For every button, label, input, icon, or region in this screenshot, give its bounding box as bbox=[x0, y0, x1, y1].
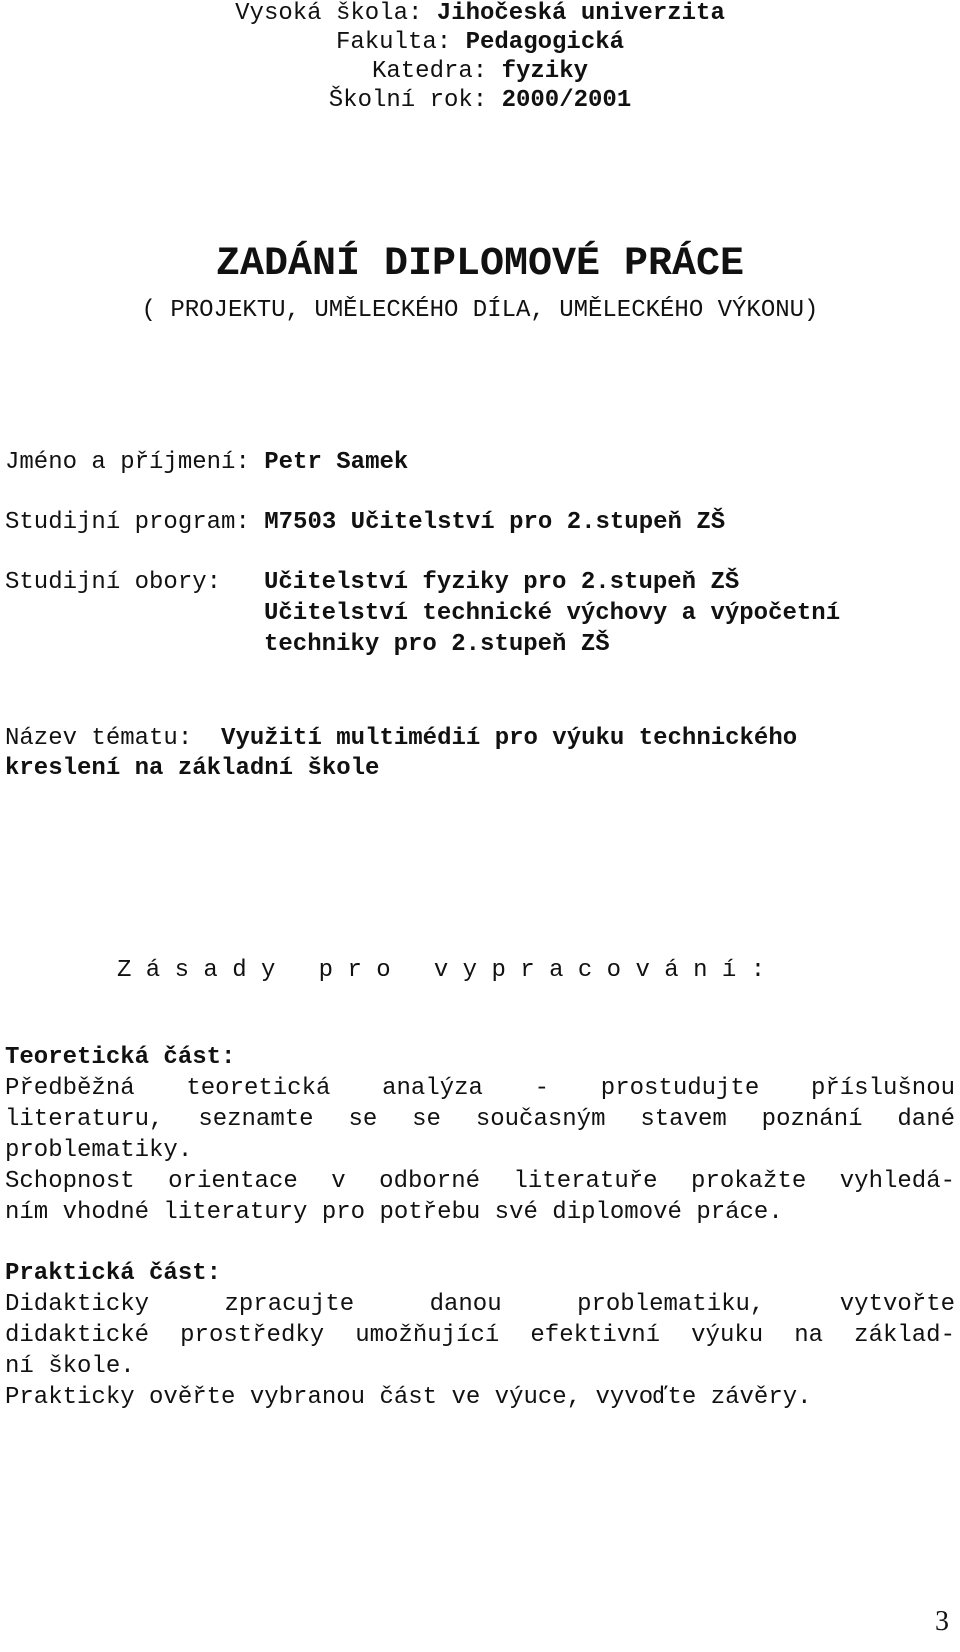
school-year-label: Školní rok: bbox=[328, 87, 502, 114]
page-number: 3 bbox=[935, 1606, 949, 1637]
fields-label: Studijní obory: bbox=[5, 569, 236, 596]
school-line bbox=[0, 0, 960, 27]
topic-line-1 bbox=[5, 725, 797, 752]
name-line bbox=[5, 449, 408, 476]
document-title: ZADÁNÍ DIPLOMOVÉ PRÁCE bbox=[215, 242, 745, 287]
department-label: Katedra: bbox=[371, 58, 502, 85]
school-label: Vysoká škola: bbox=[235, 0, 437, 27]
theory-line-4: Schopnost orientace v odborné literatuře prokažte vyhledá- bbox=[5, 1168, 955, 1195]
practice-line-2: didaktické prostředky umožňující efektivní výuku na základ- bbox=[5, 1322, 955, 1349]
program-label: Studijní program: bbox=[5, 509, 265, 536]
school-year-value: 2000/2001 bbox=[501, 87, 632, 114]
faculty-line bbox=[0, 29, 960, 56]
faculty-value: Pedagogická bbox=[465, 29, 625, 56]
fields-line-3: techniky pro 2.stupeň ZŠ bbox=[264, 631, 610, 658]
topic-line-2: kreslení na základní škole bbox=[5, 755, 380, 782]
practice-line-4: Prakticky ověřte vybranou část ve výuce, vyvoďte závěry. bbox=[5, 1384, 812, 1411]
principles-heading: Z á s a d y p r o v y p r a c o v á n í : bbox=[117, 957, 766, 984]
theory-line-2: literaturu, seznamte se se současným stavem poznání dané bbox=[5, 1106, 955, 1133]
theory-line-5: ním vhodné literatury pro potřebu své diplomové práce. bbox=[5, 1199, 783, 1226]
practice-line-1: Didakticky zpracujte danou problematiku, vytvořte bbox=[5, 1291, 955, 1318]
school-value: Jihočeská univerzita bbox=[436, 0, 725, 27]
school-year-line bbox=[0, 87, 960, 114]
program-line bbox=[5, 509, 725, 536]
name-value: Petr Samek bbox=[264, 449, 409, 476]
faculty-label: Fakulta: bbox=[335, 29, 466, 56]
department-value: fyziky bbox=[501, 58, 589, 85]
department-line bbox=[0, 58, 960, 85]
theory-line-3: problematiky. bbox=[5, 1137, 193, 1164]
topic-value-1: Využití multimédií pro výuku technického bbox=[221, 725, 798, 752]
document-subtitle: ( PROJEKTU, UMĚLECKÉHO DÍLA, UMĚLECKÉHO VÝKONU) bbox=[141, 297, 819, 324]
name-label: Jméno a příjmení: bbox=[5, 449, 265, 476]
fields-line-1: Učitelství fyziky pro 2.stupeň ZŠ bbox=[264, 569, 740, 596]
fields-line-2: Učitelství technické výchovy a výpočetní bbox=[264, 600, 841, 627]
theory-line-1: Předběžná teoretická analýza - prostudujte příslušnou bbox=[5, 1075, 955, 1102]
practice-line-3: ní škole. bbox=[5, 1353, 135, 1380]
practice-heading: Praktická část: bbox=[5, 1260, 222, 1287]
program-value: M7503 Učitelství pro 2.stupeň ZŠ bbox=[264, 509, 726, 536]
topic-label: Název tématu: bbox=[5, 725, 207, 752]
theory-heading: Teoretická část: bbox=[5, 1044, 236, 1071]
